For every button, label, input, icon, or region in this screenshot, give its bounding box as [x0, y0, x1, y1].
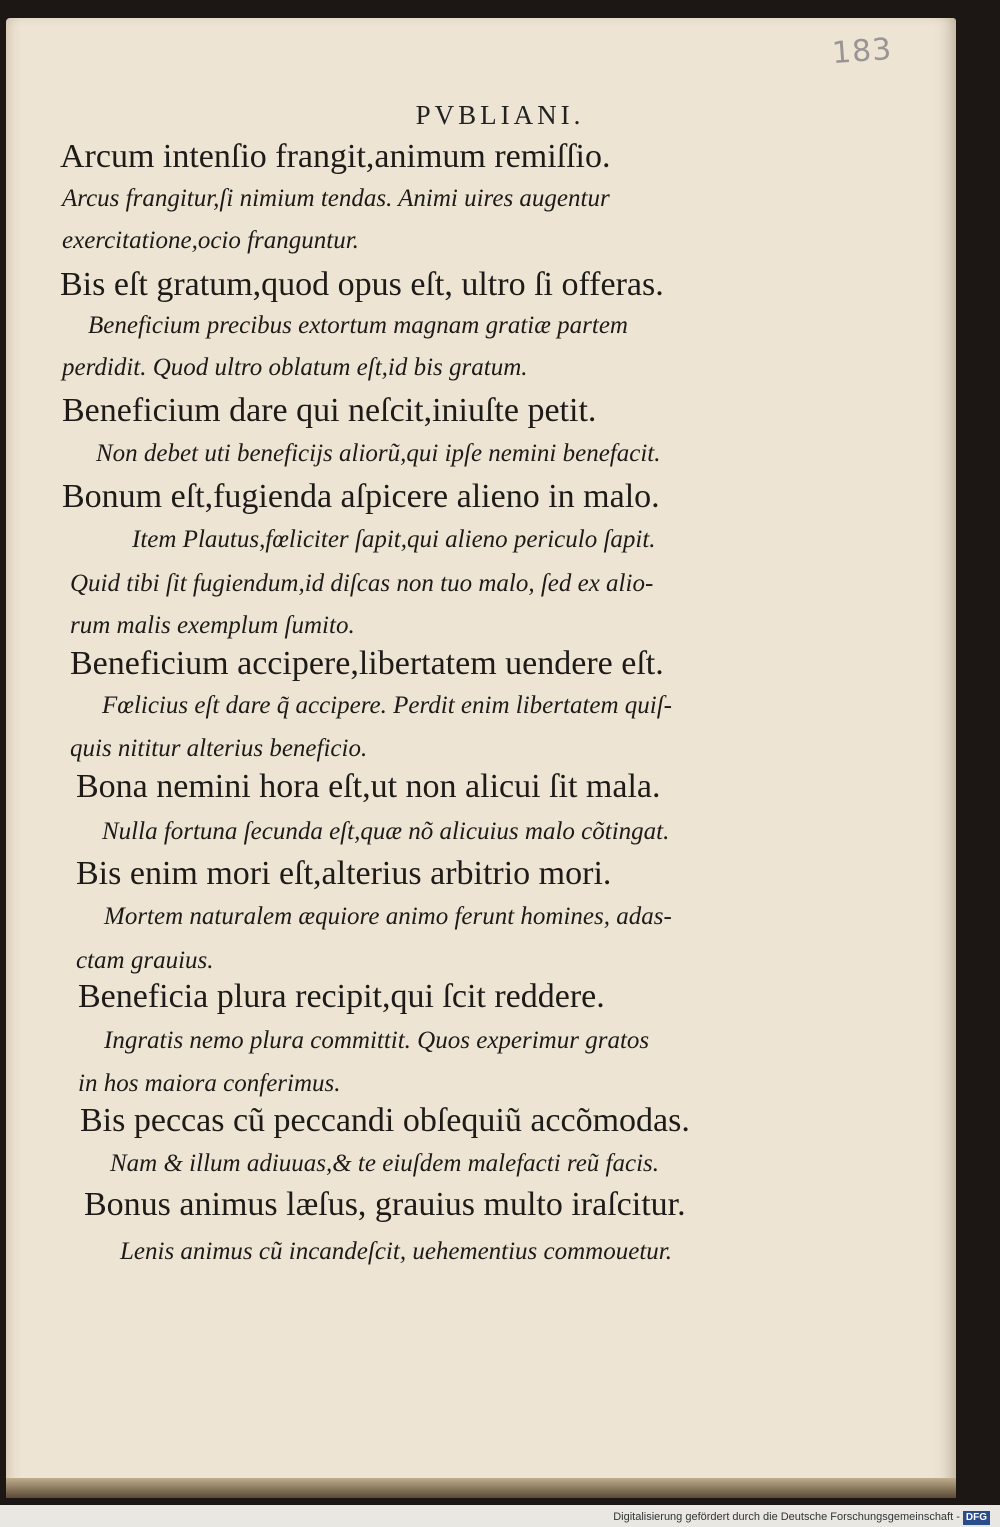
commentary-line: Fœlicius eſt dare q̃ accipere. Perdit enim libertatem quiſ-: [102, 692, 673, 719]
commentary-line: Beneficium precibus extortum magnam gratiæ partem: [88, 312, 628, 339]
commentary-line: Item Plautus,fœliciter ſapit,qui alieno periculo ſapit.: [132, 526, 656, 553]
footer-text: Digitalisierung gefördert durch die Deutsche Forschungsgemeinschaft -: [613, 1511, 960, 1523]
commentary-line: Arcus frangitur,ſi nimium tendas. Animi uires augentur: [62, 185, 610, 212]
maxim-line: Beneficium dare qui neſcit,iniuſte petit.: [62, 392, 597, 429]
commentary-line: Quid tibi ſit fugiendum,id diſcas non tuo malo, ſed ex alio-: [70, 570, 654, 597]
commentary-line: Nulla fortuna ſecunda eſt,quæ nõ alicuius malo cõtingat.: [102, 818, 670, 845]
commentary-line: rum malis exemplum ſumito.: [70, 612, 355, 639]
commentary-line: Mortem naturalem æquiore animo ferunt homines, adas-: [104, 903, 672, 930]
commentary-line: Ingratis nemo plura committit. Quos experimur gratos: [104, 1027, 650, 1054]
maxim-line: Bona nemini hora eſt,ut non alicui ſit mala.: [76, 768, 661, 805]
maxim-line: Bis enim mori eſt,alterius arbitrio mori.: [76, 855, 612, 892]
maxim-line: Bonum eſt,fugienda aſpicere alieno in malo.: [62, 478, 660, 515]
maxim-line: Beneficium accipere,libertatem uendere eſt.: [70, 645, 664, 682]
footer-credit: [613, 1507, 990, 1527]
page-edge: [6, 1478, 956, 1498]
commentary-line: Non debet uti beneficijs aliorũ,qui ipſe nemini benefacit.: [96, 440, 661, 467]
commentary-line: quis nititur alterius beneficio.: [70, 735, 368, 762]
folio-number: 183: [830, 31, 894, 72]
maxim-line: Bis eſt gratum,quod opus eſt, ultro ſi offeras.: [60, 266, 664, 303]
dfg-logo: DFG: [963, 1511, 990, 1525]
commentary-line: exercitatione,ocio franguntur.: [62, 227, 359, 254]
running-header: PVBLIANI.: [415, 100, 585, 130]
maxim-line: Beneficia plura recipit,qui ſcit reddere.: [78, 978, 605, 1015]
commentary-line: perdidit. Quod ultro oblatum eſt,id bis gratum.: [62, 354, 528, 381]
commentary-line: ctam grauius.: [76, 947, 214, 974]
commentary-line: in hos maiora conferimus.: [78, 1070, 341, 1097]
maxim-line: Bonus animus læſus, grauius multo iraſcitur.: [84, 1186, 686, 1223]
maxim-line: Arcum intenſio frangit,animum remiſſio.: [60, 138, 611, 175]
commentary-line: Lenis animus cũ incandeſcit, uehementius commouetur.: [120, 1238, 672, 1265]
maxim-line: Bis peccas cũ peccandi obſequiũ accõmodas.: [80, 1102, 690, 1139]
commentary-line: Nam & illum adiuuas,& te eiuſdem malefacti reũ facis.: [110, 1150, 660, 1177]
